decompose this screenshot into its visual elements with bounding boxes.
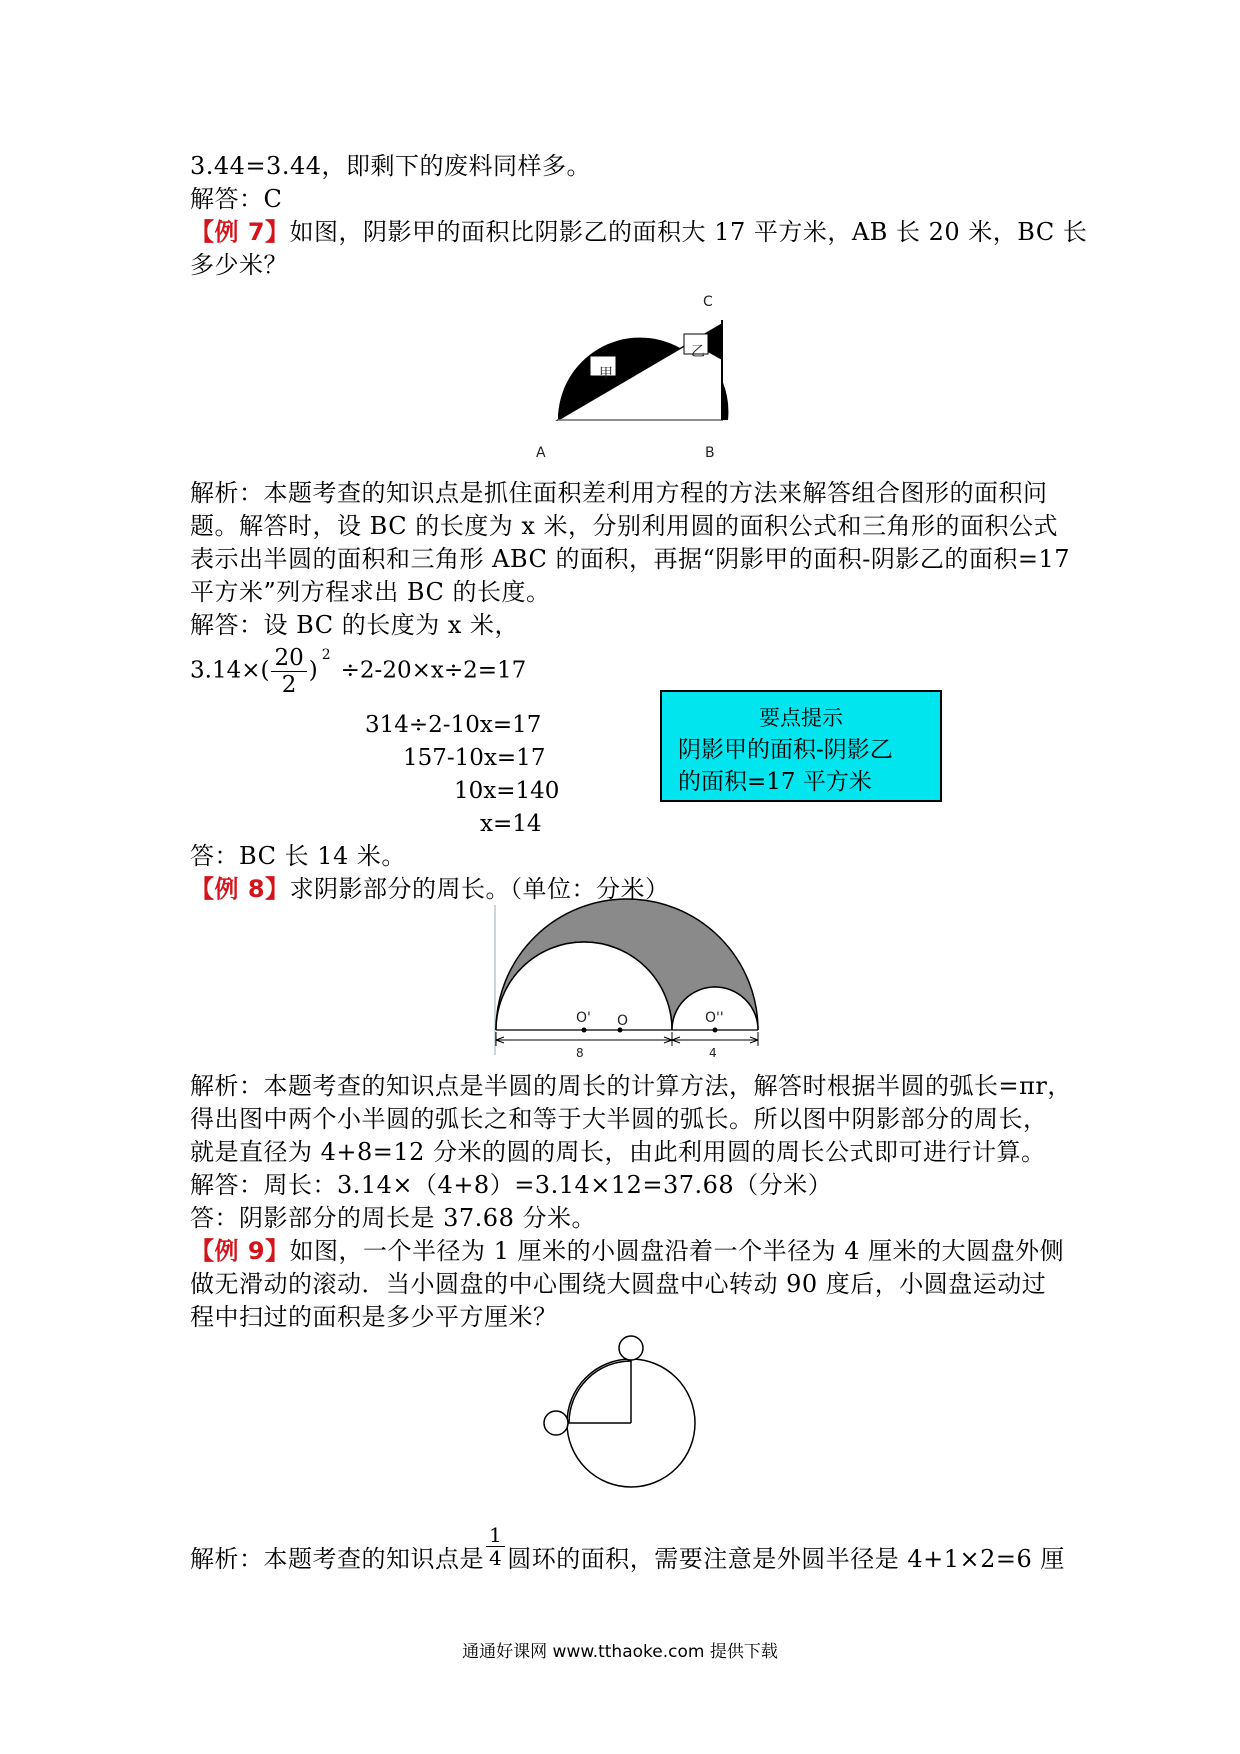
fraction-denominator: 2 <box>281 672 297 698</box>
eq1-exponent: 2 <box>321 647 331 663</box>
example-7-tag: 【例 7】 <box>190 218 290 246</box>
analysis-line: 解析：本题考查的知识点是抓住面积差利用方程的方法来解答组合图形的面积问 <box>190 479 1048 507</box>
example-8-text: 求阴影部分的周长。（单位：分米） <box>289 875 670 903</box>
tip-line: 阴影甲的面积-阴影乙 <box>678 737 893 763</box>
fraction-denominator: 4 <box>489 1546 503 1570</box>
swept-outer-arc <box>569 1361 631 1423</box>
analysis-line: 题。解答时，设 BC 的长度为 x 米，分别利用圆的面积公式和三角形的面积公式 <box>190 512 1058 540</box>
example-9-text: 如图，一个半径为 1 厘米的小圆盘沿着一个半径为 4 厘米的大圆盘外侧 <box>289 1237 1065 1265</box>
example-9-question <box>190 1235 1064 1267</box>
eq1-close: ) <box>308 657 318 684</box>
text-line: 程中扫过的面积是多少平方厘米？ <box>190 1303 558 1331</box>
text-line: 做无滑动的滚动．当小圆盘的中心围绕大圆盘中心转动 90 度后，小圆盘运动过 <box>190 1270 1047 1298</box>
eq1-prefix: 3.14×( <box>190 657 270 684</box>
text-line: 3.44=3.44，即剩下的废料同样多。 <box>190 152 591 180</box>
label-O: O <box>617 1013 629 1029</box>
answer-line: 答：阴影部分的周长是 37.68 分米。 <box>190 1204 596 1232</box>
fraction-20-over-2 <box>271 645 306 698</box>
text-line: 多少米？ <box>190 251 288 279</box>
analysis-line: 就是直径为 4+8=12 分米的圆的周长，由此利用圆的周长公式即可进行计算。 <box>190 1138 1046 1166</box>
analysis-line <box>190 1523 1065 1583</box>
solution-line: 解答：周长：3.14×（4+8）=3.14×12=37.68（分米） <box>190 1171 833 1199</box>
label-diameter-8: 8 <box>576 1046 584 1060</box>
analysis-prefix: 解析：本题考查的知识点是 <box>190 1545 484 1573</box>
analysis-line: 表示出半圆的面积和三角形 ABC 的面积，再据“阴影甲的面积-阴影乙的面积=17 <box>190 545 1071 573</box>
fraction-one-quarter <box>486 1524 505 1569</box>
figure-8-diagram <box>490 900 760 1065</box>
equation-5: x=14 <box>480 811 542 837</box>
equation-4: 10x=140 <box>454 778 560 804</box>
equation-3: 157-10x=17 <box>403 745 546 771</box>
tip-box <box>660 690 942 802</box>
answer-line: 答：BC 长 14 米。 <box>190 842 406 870</box>
answer-line: 解答：C <box>190 185 283 213</box>
label-jia: 甲 <box>599 366 613 382</box>
eq1-tail: ÷2-20×x÷2=17 <box>340 657 527 684</box>
equation-1 <box>190 645 526 698</box>
footer-credit: 通通好课网 www.tthaoke.com 提供下载 <box>462 1642 778 1662</box>
analysis-line: 平方米”列方程求出 BC 的长度。 <box>190 578 551 606</box>
label-B: B <box>705 445 715 461</box>
example-8-tag: 【例 8】 <box>190 875 290 903</box>
tip-title: 要点提示 <box>759 706 843 730</box>
label-yi: 乙 <box>691 344 705 360</box>
figure-9-diagram <box>545 1335 695 1485</box>
equation-2: 314÷2-10x=17 <box>365 712 542 738</box>
analysis-line: 解析：本题考查的知识点是半圆的周长的计算方法，解答时根据半圆的弧长=πr， <box>190 1072 1072 1100</box>
example-7-question <box>190 216 1087 248</box>
tip-line: 的面积=17 平方米 <box>678 769 872 795</box>
example-9-tag: 【例 9】 <box>190 1237 290 1265</box>
example-7-text: 如图，阴影甲的面积比阴影乙的面积大 17 平方米，AB 长 20 米，BC 长 <box>289 218 1088 246</box>
fraction-numerator: 1 <box>486 1524 505 1547</box>
label-diameter-4: 4 <box>709 1046 717 1060</box>
figure-7-diagram <box>530 290 730 465</box>
label-C: C <box>703 294 713 310</box>
fraction-numerator: 20 <box>271 645 306 672</box>
solution-line: 解答：设 BC 的长度为 x 米， <box>190 611 519 639</box>
label-O-prime: O' <box>576 1010 591 1026</box>
analysis-line: 得出图中两个小半圆的弧长之和等于大半圆的弧长。所以图中阴影部分的周长， <box>190 1105 1048 1133</box>
label-O-double-prime: O'' <box>705 1010 724 1026</box>
analysis-suffix: 圆环的面积，需要注意是外圆半径是 4+1×2=6 厘 <box>507 1545 1065 1573</box>
label-A: A <box>536 445 546 461</box>
